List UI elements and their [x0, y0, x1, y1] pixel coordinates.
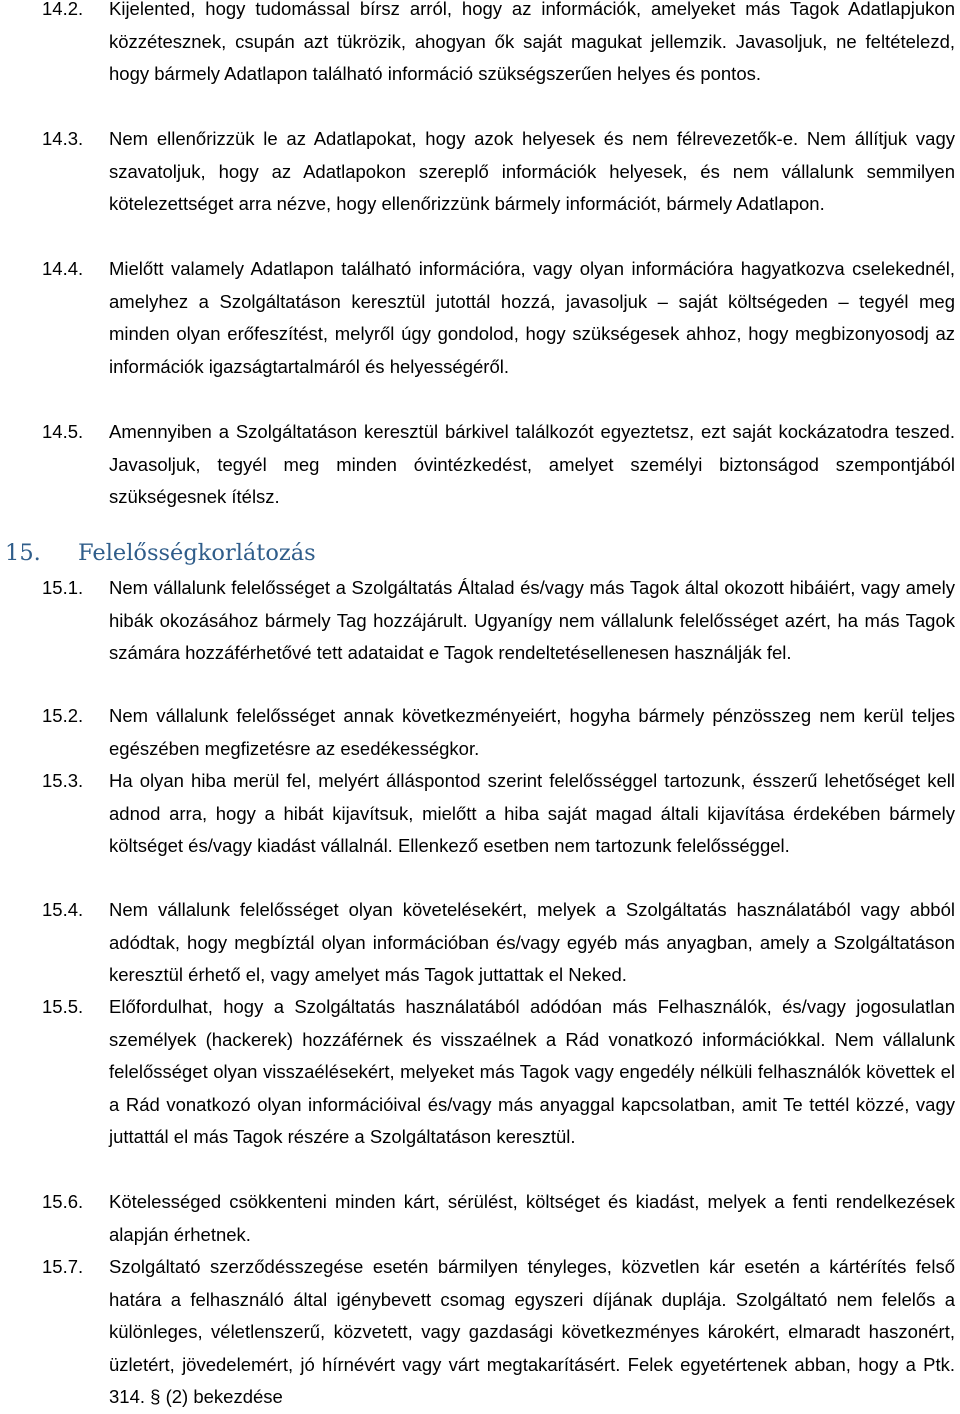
clause-number: 15.6. — [42, 1191, 84, 1212]
clause-text: Ha olyan hiba merül fel, melyért álláspontod szerint felelősséggel tartozunk, ésszerű lehetőséget kell adnod arra, hogy a hibát kijavítsuk, mielőtt a hiba saját magad általi kijavítása érdekében bármely költséget és/vagy kiadást vállalnál. Ellenkező esetben nem tartozunk felelősséggel. — [109, 770, 955, 856]
clause-text: Amennyiben a Szolgáltatáson keresztül bárkivel találkozót egyeztetsz, ezt saját kockázatodra teszed. Javasoljuk, tegyél meg minden óvintézkedést, amelyet személyi biztonságod szempontjából szükségesnek ítélsz. — [109, 421, 955, 507]
clause-text: Nem vállalunk felelősséget annak következményeiért, hogyha bármely pénzösszeg nem kerül teljes egészében megfizetésre az esedékességkor. — [109, 705, 955, 759]
clause-number: 14.3. — [42, 128, 84, 149]
clause-text: Nem ellenőrizzük le az Adatlapokat, hogy azok helyesek és nem félrevezetők-e. Nem állítjuk vagy szavatoljuk, hogy az Adatlapokon szereplő információk helyesek, és nem vállalunk semmilyen kötelezettséget arra nézve, hogy ellenőrizzünk bármely információt, bármely Adatlapon. — [109, 128, 955, 214]
clause-number: 14.5. — [42, 421, 84, 442]
clause-number: 15.5. — [42, 996, 84, 1017]
clause-text: Mielőtt valamely Adatlapon található információra, vagy olyan információra hagyatkozva cselekednél, amelyhez a Szolgáltatáson keresztül jutottál hozzá, javasoljuk – saját költségeden – tegyél meg minden olyan erőfeszítést, melyről úgy gondolod, hogy szükségesek ahhoz, hogy megbizonyosodj az információk igazságtartalmáról és helyességéről. — [109, 258, 955, 377]
clause-number: 14.2. — [42, 0, 84, 19]
clause-number: 14.4. — [42, 258, 84, 279]
clause-number: 15.4. — [42, 899, 84, 920]
section-heading — [0, 534, 960, 574]
clause-text: Nem vállalunk felelősséget olyan követelésekért, melyek a Szolgáltatás használatából vagy abból adódtak, hogy megbíztál olyan információban és/vagy egyéb más anyagban, amely a Szolgáltatáson keresztül érhető el, vagy amelyet más Tagok juttattak el Neked. — [109, 899, 955, 985]
section-title: Felelősségkorlátozás — [78, 540, 316, 566]
clause-text: Nem vállalunk felelősséget a Szolgáltatás Általad és/vagy más Tagok által okozott hibáiért, vagy amely hibák okozásához bármely Tag hozzájárult. Ugyanígy nem vállalunk felelősséget azért, ha más Tagok számára hozzáférhetővé tett adataidat e Tagok rendeltetésellenesen használják fel. — [109, 577, 955, 663]
clause-number: 15.7. — [42, 1256, 84, 1277]
clause-text: Szolgáltató szerződésszegése esetén bármilyen tényleges, közvetlen kár esetén a kártérítés felső határa a felhasználó által igénybevett csomag egyszeri díjának duplája. Szolgáltató nem felelős a különleges, véletlenszerű, közvetett, vagy gazdasági következményes károkért, elmaradt haszonért, üzletért, jövedelemért, jó hírnévért vagy várt megtakarításért. Felek egyetértenek abban, hogy a Ptk. 314. § (2) bekezdése — [109, 1256, 955, 1407]
clause-text: Előfordulhat, hogy a Szolgáltatás használatából adódóan más Felhasználók, és/vagy jogosulatlan személyek (hackerek) hozzáférnek és visszaélnek a Rád vonatkozó információkkal. Nem vállalunk felelősséget olyan visszaélésekért, melyeket más Tagok vagy engedély nélküli felhasználók követtek el a Rád vonatkozó olyan információival és/vagy más anyaggal kapcsolatban, amit Te tettél közzé, vagy juttattál el más Tagok részére a Szolgáltatáson keresztül. — [109, 996, 955, 1147]
clause-text: Kötelességed csökkenteni minden kárt, sérülést, költséget és kiadást, melyek a fenti rendelkezések alapján érhetnek. — [109, 1191, 955, 1245]
clause-number: 15.2. — [42, 705, 84, 726]
clause-number: 15.3. — [42, 770, 84, 791]
clause-text: Kijelented, hogy tudomással bírsz arról, hogy az információk, amelyeket más Tagok Adatlapjukon közzétesznek, csupán azt tükrözik, ahogyan ők saját magukat jellemzik. Javasoljuk, ne feltételezd, hogy bármely Adatlapon található információ szükségszerűen helyes és pontos. — [109, 0, 955, 84]
clause-number: 15.1. — [42, 577, 84, 598]
section-number: 15. — [5, 540, 41, 566]
